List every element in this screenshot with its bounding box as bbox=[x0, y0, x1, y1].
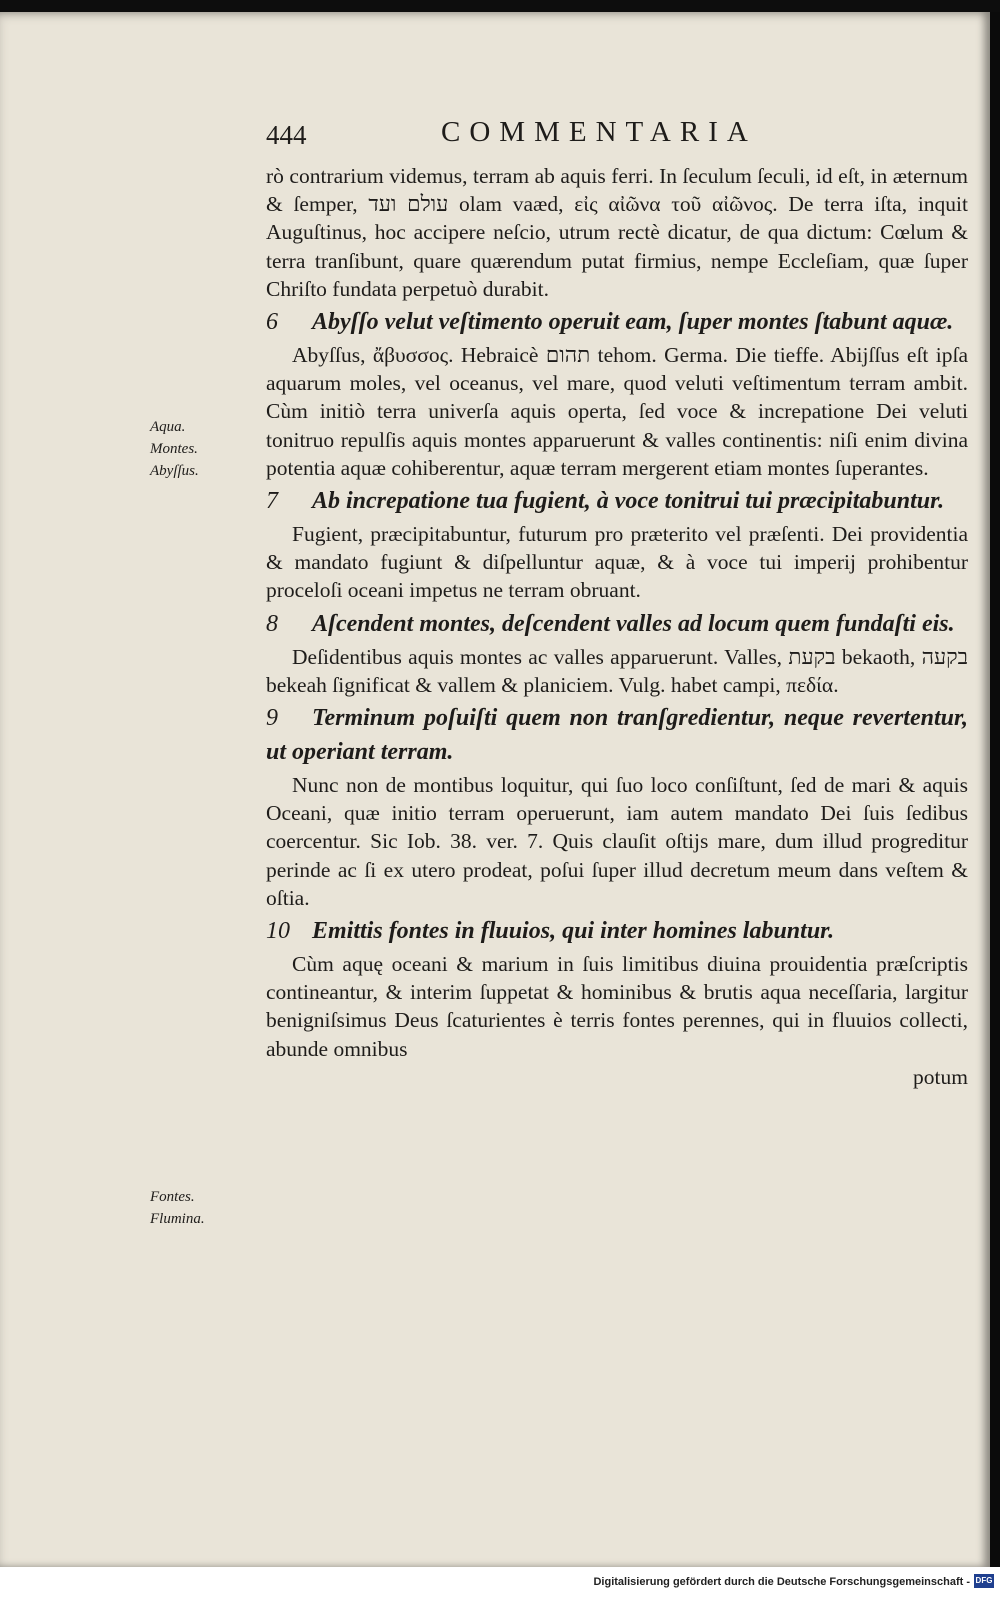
verse-line bbox=[266, 701, 968, 769]
verse-number: 9 bbox=[266, 705, 278, 732]
margin-note: Abyſſus. bbox=[150, 463, 199, 479]
page-number: 444 bbox=[266, 120, 307, 150]
verse-text: Terminum poſuiſti quem non tranſgredientur, neque revertentur, ut operiant terram. bbox=[266, 705, 968, 766]
margin-note: Fontes. bbox=[150, 1189, 195, 1205]
verse-line bbox=[266, 914, 968, 948]
verse-text: Abyſſo velut veſtimento operuit eam, ſuper montes ſtabunt aquæ. bbox=[312, 309, 954, 336]
book-page bbox=[0, 12, 990, 1567]
paragraph: Abyſſus, ἄβυσσος. Hebraicè תהום tehom. Germa. Die tieffe. Abijſſus eſt ipſa aquarum moles, vel oceanus, vel mare, quod veluti veſtimentum terram ambit. Cùm initiò terra univerſa aquis operta, ſed voce & increpatione Dei veluti tonitruo repulſis aquis montes apparuerunt & valles continentis: niſi enim divina potentia aquæ cohiberentur, aquæ terram mergerent etiam montes ſuperantes. bbox=[266, 343, 968, 480]
margin-notes-bottom bbox=[150, 1186, 205, 1230]
footer-bar bbox=[0, 1567, 1000, 1601]
running-head: COMMENTARIA bbox=[441, 116, 757, 148]
catchword: potum bbox=[913, 1064, 968, 1089]
margin-note: Montes. bbox=[150, 441, 198, 457]
verse-number: 6 bbox=[266, 309, 278, 336]
margin-note: Aqua. bbox=[150, 419, 186, 435]
verse-line bbox=[266, 484, 968, 518]
footer-credit: Digitalisierung gefördert durch die Deutsche Forschungsgemeinschaft - bbox=[593, 1576, 970, 1588]
paragraph: Fugient, præcipitabuntur, futurum pro præterito vel præſenti. Dei providentia & mandato fugiunt & diſpelluntur aquæ, & à voce tui imperij prohibentur proceloſi oceani impetus ne terram obruant. bbox=[266, 522, 968, 603]
verse-number: 7 bbox=[266, 488, 278, 515]
page-edge-shadow bbox=[990, 12, 1000, 1567]
verse-text: Emittis fontes in fluuios, qui inter homines labuntur. bbox=[312, 918, 835, 945]
margin-notes-top bbox=[150, 416, 199, 482]
page-header bbox=[266, 116, 966, 156]
verse-number: 8 bbox=[266, 610, 278, 637]
dfg-logo-icon: DFG bbox=[974, 1574, 994, 1588]
margin-note: Flumina. bbox=[150, 1211, 205, 1227]
verse-number: 10 bbox=[266, 918, 290, 945]
paragraph: Deſidentibus aquis montes ac valles apparuerunt. Valles, בקעת bekaoth, בקעה bekeah ſignificat & vallem & planiciem. Vulg. habet campi, πεδία. bbox=[266, 644, 968, 697]
paragraph: Nunc non de montibus loquitur, qui ſuo loco conſiſtunt, ſed de mari & aquis Oceani, quæ initio terram operuerunt, iam autem mandato Dei ſuis ſedibus coercentur. Sic Iob. 38. ver. 7. Quis clauſit oſtijs mare, dum illud progreditur perinde ac ſi ex utero prodeat, poſui ſuper illud decretum meum dans veſtem & oſtia. bbox=[266, 773, 968, 910]
paragraph: Cùm aquę oceani & marium in ſuis limitibus diuina prouidentia præſcriptis contineantur, & interim ſuppetat & hominibus & brutis aqua neceſſaria, largitur benigniſsimus Deus ſcaturientes è terris fontes perennes, qui in fluuios collecti, abunde omnibus bbox=[266, 952, 968, 1061]
main-text bbox=[266, 162, 968, 1091]
verse-text: Ab increpatione tua fugient, à voce tonitrui tui præcipitabuntur. bbox=[312, 488, 945, 515]
verse-line bbox=[266, 305, 968, 339]
verse-line bbox=[266, 607, 968, 641]
paragraph: rò contrarium videmus, terram ab aquis ferri. In ſeculum ſeculi, id eſt, in æternum & ſemper, עולם ועד olam vaæd, εἰς αἰῶνα τοῦ αἰῶνος. De terra iſta, inquit Auguſtinus, hoc accipere neſcio, utrum rectè dicatur, de qua dictum: Cœlum & terra tranſibunt, quare quærendum putat firmius, nempe Eccleſiam, quæ ſuper Chriſto fundata perpetuò durabit. bbox=[266, 164, 968, 301]
verse-text: Aſcendent montes, deſcendent valles ad locum quem fundaſti eis. bbox=[312, 610, 955, 637]
